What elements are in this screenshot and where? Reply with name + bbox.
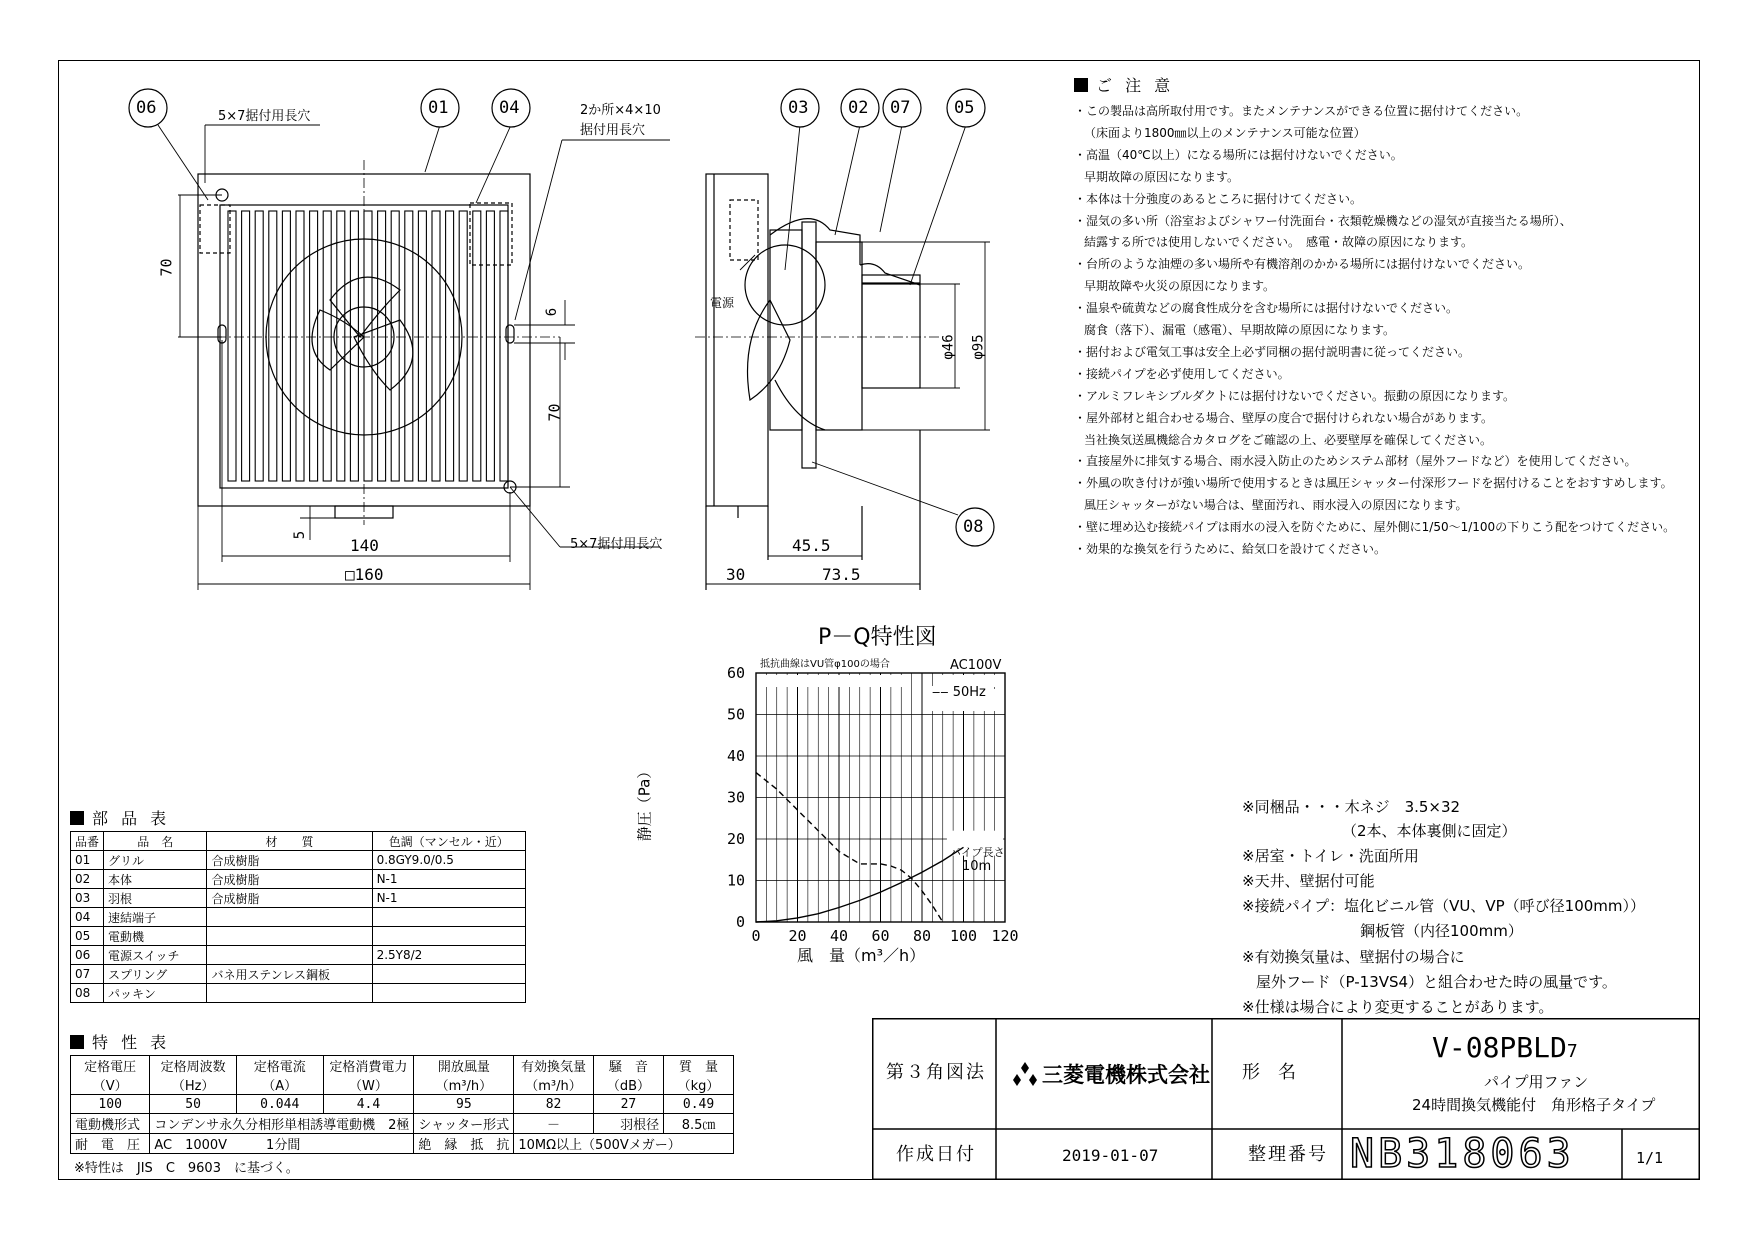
parts-cell: 02 — [71, 870, 104, 889]
chart-note: 抵抗曲線はVU管φ100の場合 — [760, 659, 890, 670]
parts-cell: 羽根 — [104, 889, 207, 908]
characteristics-title-text: 特 性 表 — [92, 1033, 171, 1052]
y-tick-label: 40 — [726, 747, 745, 765]
curve-label-2: 10m — [962, 859, 992, 874]
characteristics-header-cell — [236, 1056, 323, 1095]
parts-cell: 2.5Y8/2 — [372, 946, 525, 965]
spec-line: ※天井、壁据付可能 — [1242, 872, 1375, 890]
callout-06: 06 — [136, 98, 157, 118]
note-line: ・壁に埋め込む接続パイプは雨水の浸入を防ぐために、屋外側に1/50～1/100の下りこう配をつけてください。 — [1074, 520, 1676, 535]
spec-line: ※接続パイプ：塩化ビニル管（VU、VP（呼び径100mm）） — [1242, 897, 1646, 915]
notes-title — [1074, 73, 1174, 96]
parts-cell: 08 — [71, 984, 104, 1003]
x-tick-label: 20 — [788, 927, 807, 945]
spec-line: ※有効換気量は、壁据付の場合に — [1242, 948, 1465, 966]
square-bullet-icon — [70, 811, 84, 825]
chart-legend — [930, 686, 988, 699]
hole-label-bottom-right: 5×7据付用長穴 — [570, 537, 663, 552]
characteristics-value-cell: 82 — [514, 1095, 593, 1114]
grille-slat — [337, 211, 345, 481]
parts-cell: 0.8GY9.0/0.5 — [372, 851, 525, 870]
x-tick-label: 40 — [829, 927, 849, 945]
characteristics-header-cell — [664, 1056, 734, 1095]
note-line: ・この製品は高所取付用です。またメンテナンスができる位置に据付けてください。 — [1074, 104, 1529, 118]
grille-slat — [500, 211, 508, 481]
parts-cell: 本体 — [104, 870, 207, 889]
parts-cell: 01 — [71, 851, 104, 870]
parts-header-cell: 材 質 — [207, 832, 372, 851]
characteristics-header-cell — [414, 1056, 514, 1095]
parts-cell: バネ用ステンレス鋼板 — [207, 965, 372, 984]
title-block — [872, 1018, 1700, 1180]
spec-line: 屋外フード（P-13VS4）と組合わせた時の風量です。 — [1256, 973, 1617, 991]
note-line: 結露する所では使用しないでください。 感電・故障の原因になります。 — [1084, 235, 1474, 250]
parts-cell — [372, 965, 525, 984]
grille-slat — [255, 211, 263, 481]
characteristics-header-cell — [593, 1056, 663, 1095]
characteristics-header-text: （W） — [349, 1079, 388, 1094]
hole-label-top-right-2: 据付用長穴 — [580, 123, 646, 138]
parts-header-cell: 色調（マンセル・近） — [372, 832, 525, 851]
withstand-label: 耐 電 圧 — [71, 1134, 150, 1154]
x-tick-label: 120 — [991, 927, 1019, 945]
date-value: 2019-01-07 — [1062, 1146, 1159, 1165]
model-sub: 7 — [1566, 1041, 1578, 1062]
parts-cell — [372, 984, 525, 1003]
table-row — [71, 984, 526, 1003]
square-bullet-icon — [1074, 78, 1088, 92]
parts-cell — [207, 908, 372, 927]
legend-dash-icon: ‒‒ — [932, 685, 953, 700]
characteristics-value-cell: 0.044 — [236, 1095, 323, 1114]
note-line: ・湿気の多い所（浴室およびシャワー付洗面台・衣類乾燥機などの湿気が直接当たる場所）、 — [1074, 213, 1572, 228]
parts-cell — [207, 927, 372, 946]
parts-title — [70, 806, 170, 829]
chart-xlabel: 風 量（m³／h） — [797, 946, 926, 965]
characteristics-value-cell: 50 — [150, 1095, 237, 1114]
parts-cell: 速結端子 — [104, 908, 207, 927]
y-tick-label: 50 — [726, 705, 745, 724]
shutter-value: － — [514, 1114, 593, 1134]
characteristics-header-text: （V） — [92, 1079, 128, 1094]
grille-slat — [432, 211, 440, 481]
note-line: （床面より1800㎜以上のメンテナンス可能な位置） — [1084, 125, 1366, 140]
grille-slat — [282, 211, 290, 481]
note-line: 風圧シャッターがない場合は、壁面汚れ、雨水浸入の原因になります。 — [1084, 498, 1468, 513]
characteristics-value-cell: 27 — [593, 1095, 663, 1114]
front-view-drawing — [100, 80, 720, 600]
company-text: 三菱電機株式会社 — [1042, 1063, 1210, 1087]
spec-line: ※同梱品・・・木ネジ 3.5×32 — [1242, 798, 1461, 816]
table-row — [71, 927, 526, 946]
callout-05: 05 — [954, 98, 975, 118]
date-label: 作成日付 — [896, 1144, 976, 1165]
number-value: NB318063 — [1350, 1131, 1575, 1177]
insulation-value: 10MΩ以上（500Vメガー） — [514, 1134, 734, 1154]
table-row — [71, 889, 526, 908]
square-bullet-icon — [70, 1035, 84, 1049]
parts-cell: 03 — [71, 889, 104, 908]
dim-30: 30 — [726, 565, 746, 584]
characteristics-header-text: 質 量 — [679, 1060, 719, 1075]
y-tick-label: 0 — [735, 913, 745, 931]
callout-04: 04 — [499, 98, 520, 118]
characteristics-title — [70, 1030, 170, 1053]
characteristics-header-text: （m³/h） — [435, 1079, 493, 1094]
blade-value: 8.5㎝ — [664, 1114, 734, 1134]
note-line: ・据付および電気工事は安全上必ず同梱の据付説明書に従ってください。 — [1074, 344, 1471, 359]
parts-cell: 07 — [71, 965, 104, 984]
notes-title-text: ご 注 意 — [1096, 76, 1175, 95]
characteristics-header-cell — [150, 1056, 237, 1095]
parts-cell: N-1 — [372, 889, 525, 908]
callout-07: 07 — [890, 98, 911, 118]
grille-slat — [459, 211, 467, 481]
dim-5: 5 — [292, 530, 309, 540]
motor-value: コンデンサ永久分相形単相誘導電動機 2極 — [150, 1114, 414, 1134]
dim-140: 140 — [350, 536, 379, 555]
parts-table — [70, 831, 526, 1003]
shutter-label: シャッター形式 — [414, 1114, 514, 1134]
callout-02: 02 — [848, 98, 869, 118]
spec-line: 鋼板管（内径100mm） — [1360, 922, 1523, 940]
insulation-label: 絶 縁 抵 抗 — [414, 1134, 514, 1154]
spec-line: ※居室・トイレ・洗面所用 — [1242, 847, 1419, 865]
y-tick-label: 10 — [726, 871, 745, 890]
motor-label: 電動機形式 — [71, 1114, 150, 1134]
dim-45-5: 45.5 — [792, 536, 831, 555]
grille-slat — [446, 211, 454, 481]
chart-ylabel: 静圧（Pa） — [635, 763, 654, 842]
chart-voltage: AC100V — [950, 658, 1002, 673]
callout-08: 08 — [963, 517, 984, 537]
dim-73-5: 73.5 — [822, 565, 861, 584]
company-name — [1012, 1062, 1210, 1086]
characteristics-header-text: （dB） — [606, 1079, 650, 1094]
grille-slat — [486, 211, 494, 481]
note-line: 早期故障の原因になります。 — [1084, 169, 1240, 184]
projection-method: 第３角図法 — [886, 1062, 986, 1083]
model-number — [1432, 1031, 1578, 1064]
characteristics-header-cell — [323, 1056, 414, 1095]
model-label: 形 名 — [1242, 1062, 1296, 1083]
grille-slat — [228, 211, 236, 481]
y-tick-label: 30 — [726, 788, 745, 807]
dim-160: □160 — [345, 565, 384, 584]
dim-phi95: φ95 — [970, 334, 987, 360]
hole-label-top-right-1: 2か所×4×10 — [580, 103, 661, 118]
parts-cell: 合成樹脂 — [207, 889, 372, 908]
callout-03: 03 — [788, 98, 809, 118]
characteristics-value-cell: 0.49 — [664, 1095, 734, 1114]
parts-cell: パッキン — [104, 984, 207, 1003]
note-line: ・屋外部材と組合わせる場合、壁厚の度合で据付けられない場合があります。 — [1074, 410, 1494, 425]
y-tick-label: 20 — [726, 830, 745, 848]
characteristics-header-text: 有効換気量 — [521, 1060, 587, 1075]
side-view-drawing — [680, 80, 1010, 600]
grille-slat — [296, 211, 304, 481]
spec-line: ※仕様は場合により変更することがあります。 — [1242, 998, 1554, 1016]
parts-cell — [207, 946, 372, 965]
characteristics-header-text: 定格消費電力 — [329, 1060, 408, 1075]
parts-header-cell: 品 名 — [104, 832, 207, 851]
parts-header-cell: 品番 — [71, 832, 104, 851]
dim-70-lower: 70 — [545, 403, 564, 422]
characteristics-header-text: 定格電圧 — [84, 1060, 137, 1075]
parts-cell: グリル — [104, 851, 207, 870]
characteristics-value-cell: 4.4 — [323, 1095, 414, 1114]
characteristics-value-cell: 100 — [71, 1095, 150, 1114]
table-row — [71, 908, 526, 927]
x-tick-label: 80 — [912, 927, 932, 945]
grille-slat — [269, 211, 277, 481]
x-tick-label: 100 — [949, 927, 978, 945]
x-tick-label: 60 — [871, 927, 890, 945]
characteristics-header-cell — [71, 1056, 150, 1095]
parts-cell: 合成樹脂 — [207, 870, 372, 889]
note-line: ・アルミフレキシブルダクトには据付けないでください。振動の原因になります。 — [1074, 388, 1516, 403]
note-bg — [758, 675, 908, 687]
y-tick-label: 60 — [726, 664, 745, 682]
curve-label-1: パイプ長さ — [950, 846, 1005, 859]
characteristics-header-text: （kg） — [677, 1079, 720, 1094]
parts-cell — [372, 927, 525, 946]
table-row — [71, 851, 526, 870]
note-line: ・直接屋外に排気する場合、雨水浸入防止のためシステム部材（屋外フードなど）を使用してください。 — [1074, 454, 1637, 469]
model-desc-2: 24時間換気機能付 角形格子タイプ — [1412, 1096, 1656, 1114]
parts-cell — [207, 984, 372, 1003]
page-number: 1/1 — [1636, 1149, 1664, 1167]
dim-phi46: φ46 — [940, 334, 957, 360]
parts-cell: 電動機 — [104, 927, 207, 946]
characteristics-header-text: 開放風量 — [437, 1060, 490, 1075]
withstand-value: AC 1000V 1分間 — [150, 1134, 414, 1154]
grille-slat — [242, 211, 250, 481]
note-line: ・高温（40℃以上）になる場所には据付けないでください。 — [1074, 147, 1403, 162]
grille-slat — [473, 211, 481, 481]
chart-title: P－Q特性図 — [818, 625, 937, 650]
characteristics-header-text: 定格周波数 — [160, 1060, 226, 1075]
note-line: ・外風の吹き付けが強い場所で使用するときは風圧シャッター付深形フードを据付けることをおすすめします。 — [1074, 476, 1673, 491]
characteristics-footnote: ※特性は JIS C 9603 に基づく。 — [74, 1161, 299, 1176]
note-line: ・接続パイプを必ず使用してください。 — [1074, 366, 1290, 381]
characteristics-header-text: 騒 音 — [608, 1060, 648, 1075]
parts-cell: 06 — [71, 946, 104, 965]
parts-cell: 電源スイッチ — [104, 946, 207, 965]
characteristics-table — [70, 1055, 734, 1154]
power-label: 電源 — [710, 296, 735, 310]
note-line: 当社換気送風機総合カタログをご確認の上、必要壁厚を確保してください。 — [1084, 432, 1493, 447]
dim-6: 6 — [544, 307, 561, 317]
note-line: ・効果的な換気を行うために、給気口を設けてください。 — [1074, 542, 1387, 556]
note-line: 早期故障や火災の原因になります。 — [1084, 279, 1276, 294]
number-label: 整理番号 — [1248, 1144, 1328, 1165]
characteristics-header-text: （A） — [262, 1079, 298, 1094]
characteristics-header-text: （Hz） — [171, 1079, 215, 1094]
table-row — [71, 965, 526, 984]
grille-slat — [418, 211, 426, 481]
legend-label: 50Hz — [952, 685, 986, 700]
dim-70-upper: 70 — [157, 258, 176, 277]
note-line: 腐食（落下）、漏電（感電）、早期故障の原因になります。 — [1084, 323, 1396, 337]
note-line: ・台所のような油煙の多い場所や有機溶剤のかかる場所には据付けないでください。 — [1074, 257, 1531, 272]
parts-cell — [372, 908, 525, 927]
characteristics-header-cell — [514, 1056, 593, 1095]
table-row — [71, 870, 526, 889]
mitsubishi-logo-icon — [1012, 1062, 1038, 1086]
spec-line: （2本、本体裏側に固定） — [1342, 822, 1517, 840]
callout-01: 01 — [428, 98, 449, 118]
table-row — [71, 946, 526, 965]
characteristics-value-cell: 95 — [414, 1095, 514, 1114]
grille-slat — [378, 211, 386, 481]
parts-cell: 04 — [71, 908, 104, 927]
grille-slat — [364, 211, 372, 481]
model-main: V-08PBLD — [1432, 1031, 1567, 1064]
parts-title-text: 部 品 表 — [92, 809, 171, 828]
parts-cell: N-1 — [372, 870, 525, 889]
parts-cell: スプリング — [104, 965, 207, 984]
characteristics-header-text: 定格電流 — [253, 1060, 306, 1075]
model-desc-1: パイプ用ファン — [1484, 1073, 1589, 1091]
hole-label-top-left: 5×7据付用長穴 — [218, 109, 311, 124]
parts-cell: 05 — [71, 927, 104, 946]
blade-label: 羽根径 — [593, 1114, 663, 1134]
note-line: ・本体は十分強度のあるところに据付けてください。 — [1074, 191, 1363, 206]
parts-cell: 合成樹脂 — [207, 851, 372, 870]
x-tick-label: 0 — [751, 927, 761, 945]
grille-slat — [323, 211, 331, 481]
characteristics-header-text: （m³/h） — [525, 1079, 582, 1094]
note-line: ・温泉や硫黄などの腐食性成分を含む場所には据付けないでください。 — [1074, 301, 1459, 316]
